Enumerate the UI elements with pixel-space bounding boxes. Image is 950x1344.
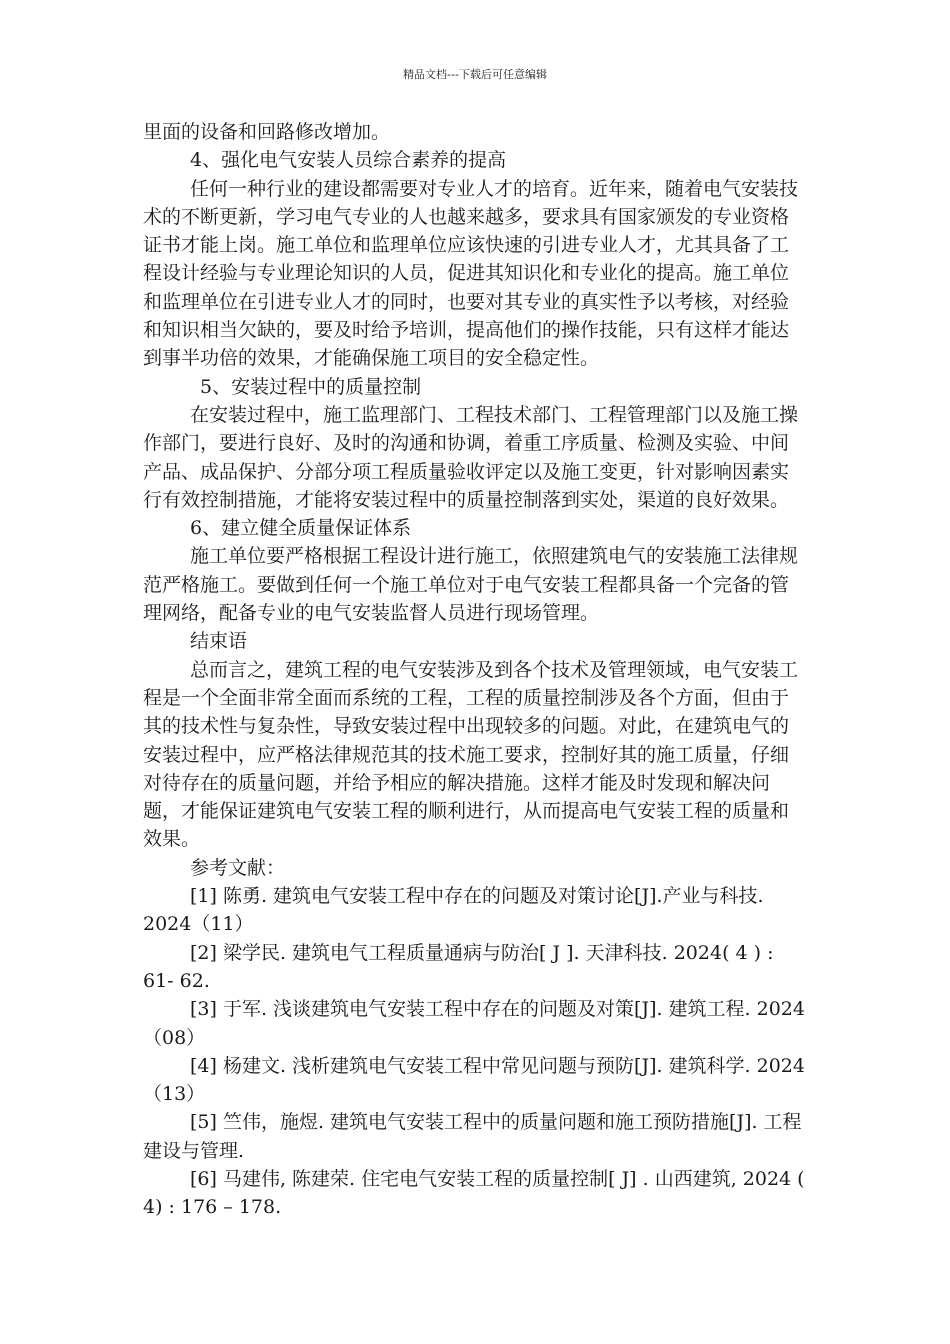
- paragraph-continuation: 里面的设备和回路修改增加。: [143, 121, 391, 143]
- reference-item: [2] 梁学民. 建筑电气工程质量通病与防治[ J ]. 天津科技. 2024( 4 ) : 61- 62.: [143, 941, 774, 992]
- conclusion-heading: 结束语: [190, 630, 248, 653]
- reference-item: [1] 陈勇. 建筑电气安装工程中存在的问题及对策讨论[J].产业与科技. 2024（11）: [143, 885, 764, 936]
- reference-item: [5] 竺伟，施煜. 建筑电气安装工程中的质量问题和施工预防措施[J]. 工程建设与管理.: [143, 1111, 802, 1162]
- paragraph: 总而言之，建筑工程的电气安装涉及到各个技术及管理领域，电气安装工程是一个全面非常全面而系统的工程，工程的质量控制涉及各个方面，但由于其的技术性与复杂性，导致安装过程中出现较多的问题。对此，在建筑电气的安装过程中，应严格法律规范其的技术施工要求，控制好其的施工质量，仔细对待存在的质量问题，并给予相应的解决措施。这样才能及时发现和解决问题，才能保证建筑电气安装工程的顺利进行，从而提高电气安装工程的质量和效果。: [143, 658, 799, 851]
- references-heading: 参考文献：: [190, 856, 286, 879]
- reference-item: [6] 马建伟, 陈建荣. 住宅电气安装工程的质量控制[ J] . 山西建筑, 2024 ( 4) : 176 – 178.: [143, 1167, 805, 1219]
- reference-item: [3] 于军. 浅谈建筑电气安装工程中存在的问题及对策[J]. 建筑工程. 2024（08）: [143, 998, 805, 1049]
- section-heading-5: 5、安装过程中的质量控制: [200, 375, 422, 398]
- reference-item: [4] 杨建文. 浅析建筑电气安装工程中常见问题与预防[J]. 建筑科学. 2024（13）: [143, 1054, 805, 1106]
- document-body: [143, 118, 807, 1222]
- paragraph: 施工单位要严格根据工程设计进行施工，依照建筑电气的安装施工法律规范严格施工。要做到任何一个施工单位对于电气安装工程都具备一个完备的管理网络，配备专业的电气安装监督人员进行现场管理。: [143, 545, 799, 625]
- section-heading-4: 4、强化电气安装人员综合素养的提高: [190, 149, 507, 172]
- page-header: 精品文档---下载后可任意编辑: [403, 68, 547, 81]
- paragraph: 在安装过程中，施工监理部门、工程技术部门、工程管理部门以及施工操作部门，要进行良好、及时的沟通和协调，着重工序质量、检测及实验、中间产品、成品保护、分部分项工程质量验收评定以及施工变更，针对影响因素实行有效控制措施，才能将安装过程中的质量控制落到实处，渠道的良好效果。: [143, 403, 799, 511]
- section-heading-6: 6、建立健全质量保证体系: [190, 517, 412, 540]
- paragraph: 任何一种行业的建设都需要对专业人才的培育。近年来，随着电气安装技术的不断更新，学习电气专业的人也越来越多，要求具有国家颁发的专业资格证书才能上岗。施工单位和监理单位应该快速的引进专业人才，尤其具备了工程设计经验与专业理论知识的人员，促进其知识化和专业化的提高。施工单位和监理单位在引进专业人才的同时，也要对其专业的真实性予以考核，对经验和知识相当欠缺的，要及时给予培训，提高他们的操作技能，只有这样才能达到事半功倍的效果，才能确保施工项目的安全稳定性。: [143, 177, 799, 370]
